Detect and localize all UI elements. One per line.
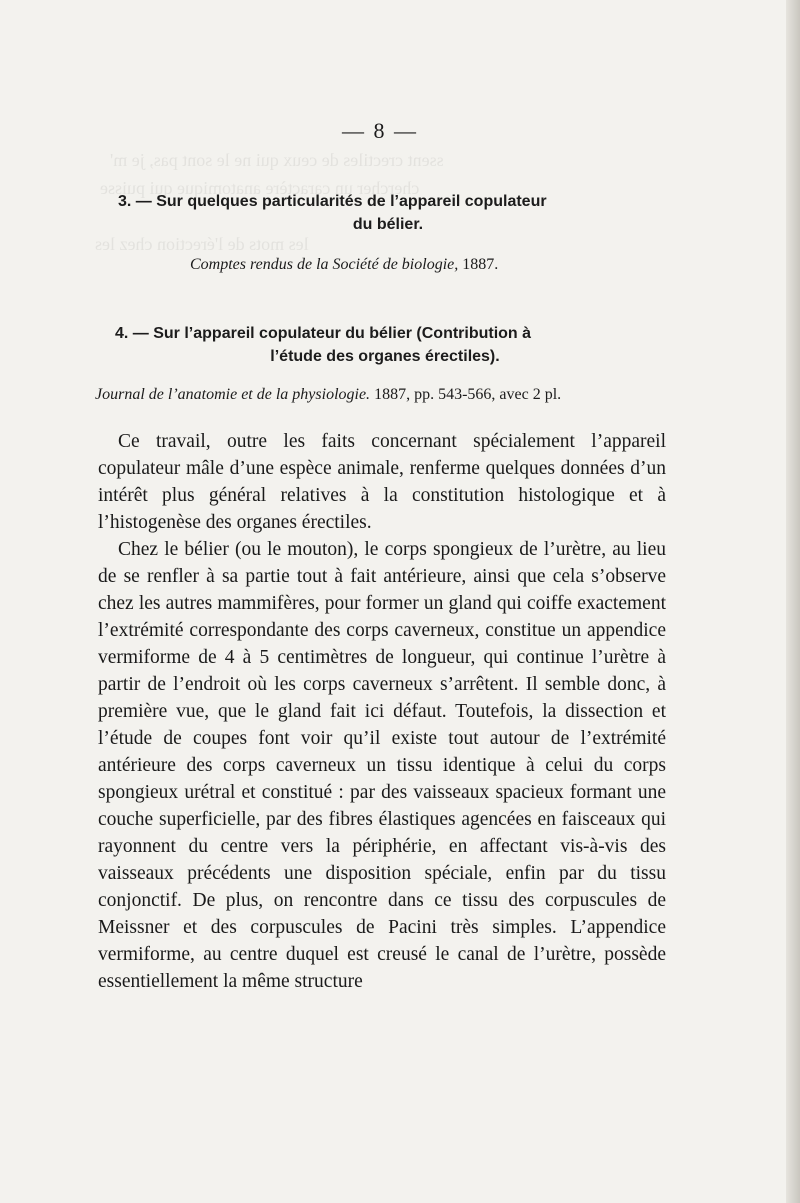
entry-heading-line: 3. — Sur quelques particularités de l’appareil copulateur (118, 193, 547, 210)
citation-journal: Journal de l’anatomie et de la physiologie. (95, 386, 371, 403)
body-text (98, 428, 666, 995)
citation-details: 1887, pp. 543-566, avec 2 pl. (370, 386, 562, 403)
citation-journal: Comptes rendus de la Société de biologie, (190, 256, 459, 273)
paragraph: Chez le bélier (ou le mouton), le corps spongieux de l’urètre, au lieu de se renfler à sa partie tout à fait antérieure, ainsi que cela s’observe chez les autres mammifères, pour former un gland qui coiffe exactement l’extrémité correspondante des corps caverneux, constitue un appendice vermiforme de 4 à 5 centimètres de longueur, qui continue l’urètre à partir de l’endroit où les corps caverneux s’arrêtent. Il semble donc, à première vue, que le gland fait ici défaut. Toutefois, la dissection et l’étude de coupes font voir qu’il existe tout autour de l’extrémité antérieure des corps caverneux un tissu identique à celui du corps spongieux urétral et constitué : par des vaisseaux spacieux formant une couche superficielle, par des fibres élastiques agencées en faisceaux qui rayonnent du centre vers la périphérie, en affectant vis-à-vis des vaisseaux précédents une disposition spéciale, enfin par du tissu conjonctif. De plus, on rencontre dans ce tissu des corpuscules de Meissner et des corpuscules de Pacini très simples. L’appendice vermiforme, au centre duquel est creusé le canal de l’urètre, possède essentiellement la même structure (98, 539, 666, 992)
entry-heading-line: 4. — Sur l’appareil copulateur du bélier (Contribution à (115, 325, 532, 342)
bleed-through-text: ssent crectiles de ceux qui ne le sont pas, je m' (110, 150, 444, 170)
entry-citation-4 (95, 386, 561, 404)
entry-heading-4 (115, 322, 655, 368)
bleed-through-text: chercher un caractère anatomique qui puisse (100, 178, 420, 198)
entry-heading-line: l’étude des organes érectiles). (270, 348, 500, 365)
bleed-through-text: les mots de l'érection chez les (95, 234, 309, 254)
page-edge-shadow (786, 0, 800, 1203)
entry-heading-3 (118, 190, 658, 236)
citation-details: 1887. (458, 256, 499, 273)
page-number: — 8 — (342, 118, 418, 143)
paragraph: Ce travail, outre les faits concernant spécialement l’appareil copulateur mâle d’une espèce animale, renferme quelques données d’un intérêt plus général relatives à la constitution histologique et à l’histogenèse des organes érectiles. (98, 431, 666, 533)
entry-heading-line: du bélier. (352, 216, 424, 233)
entry-citation-3 (190, 256, 498, 274)
